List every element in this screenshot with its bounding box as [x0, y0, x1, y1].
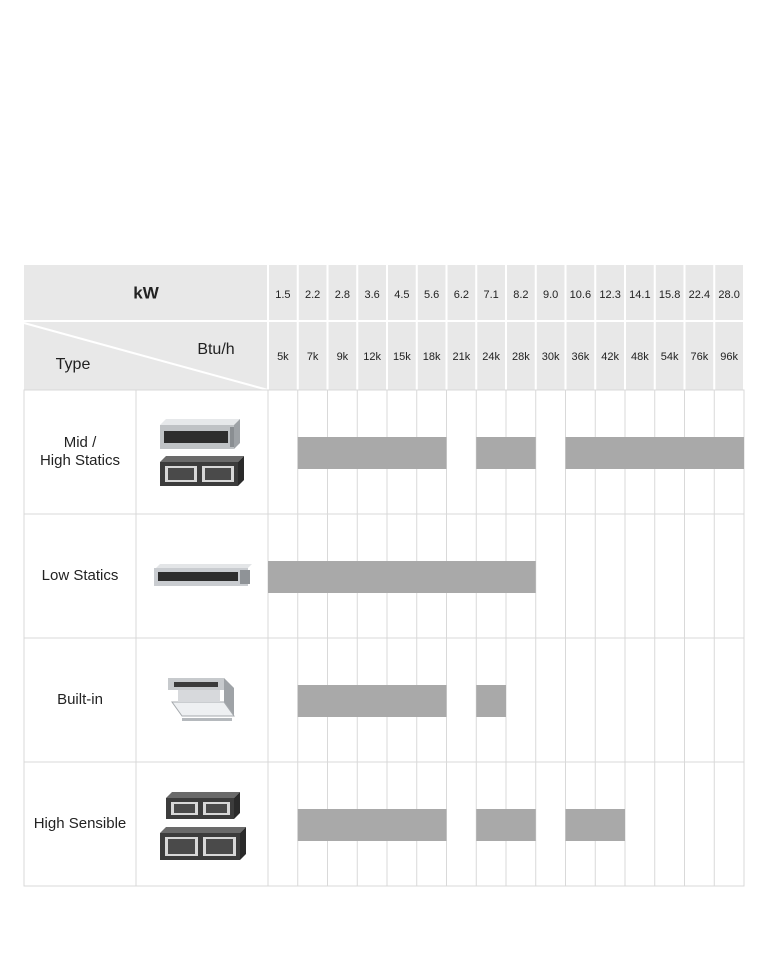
- row-type-label: High Statics: [39, 451, 121, 469]
- btu-tick-label: 30k: [541, 350, 560, 363]
- kw-tick-label: 7.1: [483, 288, 499, 301]
- btu-tick-label: 36k: [571, 350, 590, 363]
- kw-tick-label: 15.8: [658, 288, 681, 301]
- btu-tick-label: 7k: [306, 350, 319, 363]
- capacity-range-bar: [298, 809, 447, 841]
- capacity-range-bar: [566, 437, 745, 469]
- btu-tick-label: 48k: [631, 350, 649, 363]
- btu-tick-label: 12k: [363, 350, 381, 363]
- capacity-range-bar: [476, 809, 536, 841]
- kw-tick-label: 1.5: [275, 288, 291, 301]
- kw-tick-label: 12.3: [599, 288, 621, 301]
- kw-tick-label: 5.6: [423, 288, 440, 301]
- kw-tick-label: 2.8: [334, 288, 351, 301]
- btu-tick-label: 9k: [336, 350, 349, 363]
- btu-tick-label: 5k: [277, 350, 289, 363]
- capacity-range-bar: [566, 809, 626, 841]
- row-type-label: High Sensible: [33, 814, 127, 832]
- header-background: [24, 265, 744, 390]
- kw-tick-label: 2.2: [304, 288, 321, 301]
- kw-tick-label: 14.1: [629, 288, 651, 301]
- capacity-range-bar: [298, 685, 447, 717]
- row-type-label: Low Statics: [41, 566, 119, 584]
- kw-tick-label: 3.6: [364, 288, 380, 301]
- capacity-range-bar: [476, 437, 536, 469]
- btu-tick-label: 24k: [482, 350, 500, 363]
- btu-tick-label: 76k: [690, 350, 709, 363]
- kw-header-label: kW: [133, 283, 159, 303]
- btu-tick-label: 96k: [720, 350, 738, 363]
- btu-tick-label: 42k: [601, 350, 619, 363]
- row-type-label: Mid /: [63, 433, 97, 451]
- btu-tick-label: 21k: [452, 350, 471, 363]
- capacity-range-bar: [298, 437, 447, 469]
- btu-tick-label: 28k: [512, 350, 530, 363]
- kw-tick-label: 8.2: [513, 288, 529, 301]
- row-type-label: Built-in: [57, 690, 103, 708]
- capacity-range-bar: [268, 561, 536, 593]
- type-header-label: Type: [55, 356, 91, 374]
- btu-tick-label: 18k: [422, 350, 441, 363]
- slim-ducted-unit-icon: [154, 564, 252, 586]
- kw-tick-label: 10.6: [569, 288, 592, 301]
- kw-tick-label: 6.2: [453, 288, 470, 301]
- kw-tick-label: 9.0: [542, 288, 559, 301]
- kw-tick-label: 22.4: [688, 288, 711, 301]
- kw-tick-label: 4.5: [394, 288, 410, 301]
- kw-tick-label: 28.0: [718, 288, 740, 301]
- btu-tick-label: 15k: [393, 350, 411, 363]
- capacity-range-bar: [476, 685, 506, 717]
- btu-tick-label: 54k: [660, 350, 679, 363]
- btu-header-label: Btu/h: [197, 341, 235, 359]
